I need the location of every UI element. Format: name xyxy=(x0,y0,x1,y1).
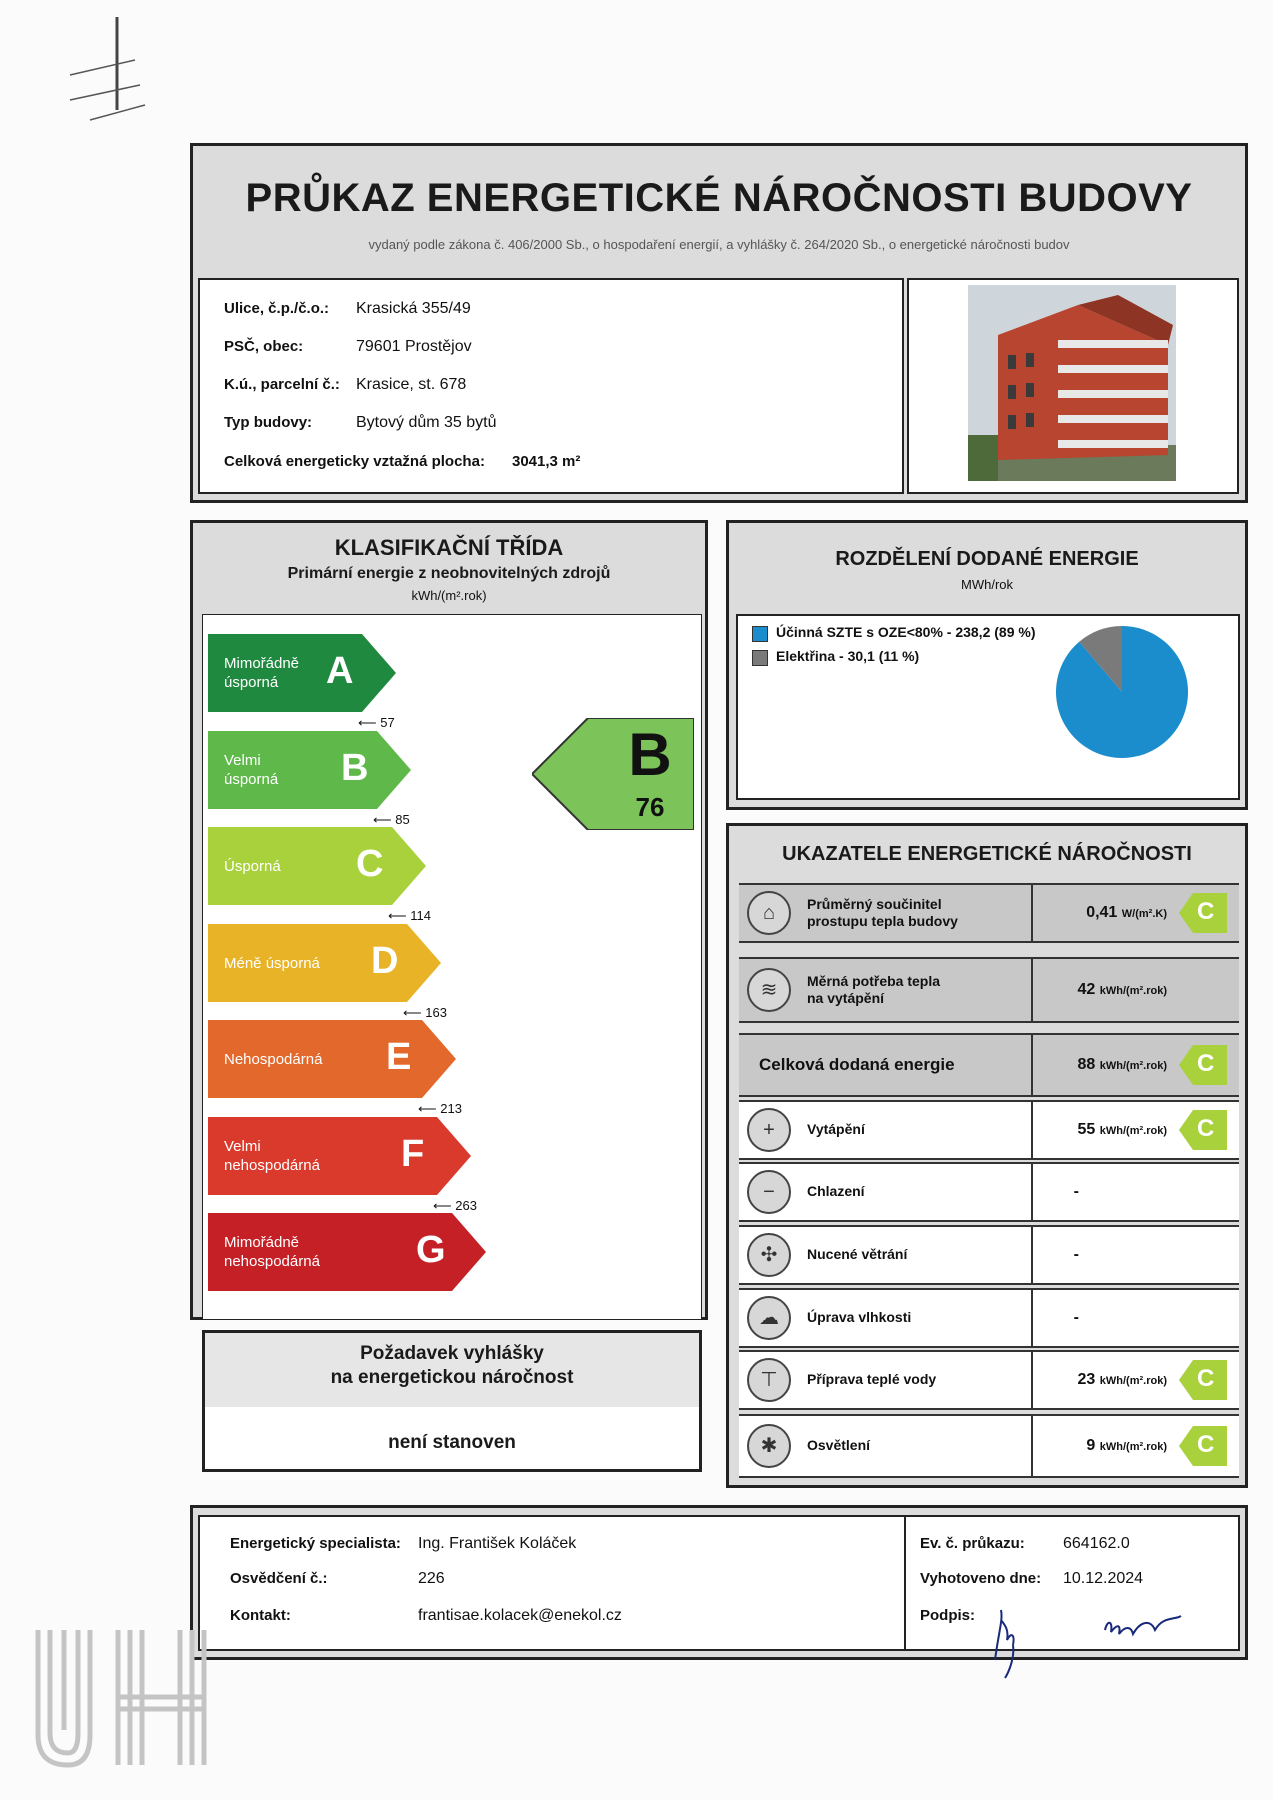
class-band-label-line1: Úsporná xyxy=(224,858,281,875)
indicator-unit: kWh/(m².rok) xyxy=(1099,1060,1167,1072)
class-band-f xyxy=(208,1117,472,1195)
indicator-name-line1: Průměrný součinitel xyxy=(807,896,942,912)
class-threshold xyxy=(418,1101,462,1117)
indicator-row xyxy=(739,883,1239,943)
requirement-value: není stanoven xyxy=(388,1432,516,1453)
indicator-name-line1: Měrná potřeba tepla xyxy=(807,973,941,989)
indicator-number: 0,41 xyxy=(1086,904,1118,921)
class-band-g xyxy=(208,1213,487,1291)
indicator-class-badge xyxy=(1179,1426,1227,1466)
class-band-label xyxy=(224,954,320,973)
threshold-arrow: ⟵ xyxy=(403,1004,426,1020)
street-label: Ulice, č.p./č.o.: xyxy=(224,300,330,317)
threshold-arrow: ⟵ xyxy=(433,1197,456,1213)
indicator-name-line1: Celková dodaná energie xyxy=(759,1055,955,1074)
class-band-label-line2: úsporná xyxy=(224,674,279,691)
indicator-name xyxy=(807,1371,936,1388)
threshold-value: 213 xyxy=(440,1101,462,1116)
indicator-name xyxy=(807,973,940,1007)
result-letter: B xyxy=(628,721,672,788)
class-band-letter: F xyxy=(401,1132,425,1175)
result-arrow xyxy=(532,718,694,830)
class-threshold xyxy=(403,1005,447,1021)
class-threshold xyxy=(373,812,410,828)
indicator-name xyxy=(807,1246,907,1263)
contact-value: frantisae.kolacek@enekol.cz xyxy=(418,1607,622,1624)
indicator-name-line2: na vytápění xyxy=(807,990,885,1006)
distribution-unit: MWh/rok xyxy=(961,577,1013,592)
threshold-value: 85 xyxy=(395,811,410,827)
indicator-class-letter: C xyxy=(1197,1050,1215,1077)
indicator-value xyxy=(1086,904,1167,922)
indicator-row xyxy=(739,1350,1239,1410)
indicator-name-line1: Chlazení xyxy=(807,1183,865,1199)
date-label: Vyhotoveno dne: xyxy=(920,1570,1042,1587)
class-band-letter: C xyxy=(356,843,384,885)
indicator-row xyxy=(739,1225,1239,1285)
threshold-value: 57 xyxy=(380,715,395,730)
heating-need-icon: ≋ xyxy=(747,968,791,1012)
class-band-label-line1: Velmi xyxy=(224,1137,261,1155)
fan-icon: ✣ xyxy=(747,1233,791,1277)
class-band-label-line1: Nehospodárná xyxy=(224,1051,323,1068)
indicator-class-badge xyxy=(1179,1360,1227,1400)
classification-title: KLASIFIKAČNÍ TŘÍDA xyxy=(334,535,564,560)
class-band-label-line1: Méně úsporná xyxy=(224,954,320,972)
indicator-number: 42 xyxy=(1077,981,1096,998)
ev-label: Ev. č. průkazu: xyxy=(920,1535,1025,1552)
threshold-arrow: ⟵ xyxy=(388,908,411,923)
indicator-name xyxy=(807,1437,870,1454)
indicator-row xyxy=(739,1162,1239,1222)
class-band-letter: B xyxy=(341,746,369,789)
indicator-divider xyxy=(1031,1416,1033,1476)
requirement-title-line1: Požadavek vyhlášky xyxy=(360,1343,544,1364)
indicator-number: 23 xyxy=(1077,1371,1096,1388)
indicator-divider xyxy=(1031,885,1033,941)
class-band-label xyxy=(224,654,299,692)
class-band-label xyxy=(224,1233,320,1271)
class-band-label xyxy=(224,751,278,789)
class-band-label-line1: Mimořádně xyxy=(224,1234,300,1251)
indicator-number: 55 xyxy=(1077,1121,1096,1138)
building-photo xyxy=(968,285,1176,481)
class-band-label-line2: nehospodárná xyxy=(224,1253,320,1270)
signature xyxy=(985,1590,1205,1680)
class-band-letter: D xyxy=(371,939,399,982)
indicator-name xyxy=(759,1056,955,1073)
indicator-unit: W/(m².K) xyxy=(1121,908,1167,920)
indicator-number: 88 xyxy=(1077,1056,1096,1073)
indicator-unit: kWh/(m².rok) xyxy=(1099,1441,1167,1453)
street-value: Krasická 355/49 xyxy=(356,300,471,317)
class-band-d xyxy=(208,924,442,1002)
faucet-icon: ⊤ xyxy=(747,1358,791,1402)
indicator-number: 9 xyxy=(1086,1437,1096,1454)
indicator-class-letter: C xyxy=(1197,1365,1215,1392)
threshold-arrow: ⟵ xyxy=(358,715,381,730)
indicator-unit: kWh/(m².rok) xyxy=(1099,1375,1167,1387)
threshold-arrow: ⟵ xyxy=(373,811,396,827)
lightbulb-icon: ✱ xyxy=(747,1424,791,1468)
binder-mark xyxy=(60,15,150,125)
class-band-letter: A xyxy=(326,650,354,692)
watermark-logo xyxy=(30,1625,220,1770)
indicator-divider xyxy=(1031,1290,1033,1346)
indicator-class-badge xyxy=(1179,1045,1227,1085)
classification-unit: kWh/(m².rok) xyxy=(411,588,487,603)
cert-label: Osvědčení č.: xyxy=(230,1570,328,1587)
area-value: 3041,3 m² xyxy=(512,453,581,470)
indicator-name xyxy=(807,1121,865,1138)
indicator-value xyxy=(1074,1309,1079,1327)
ku-value: Krasice, st. 678 xyxy=(356,376,467,393)
thermometer-minus-icon: − xyxy=(747,1170,791,1214)
class-band-e xyxy=(208,1020,457,1098)
specialist-label: Energetický specialista: xyxy=(230,1535,401,1552)
threshold-value: 163 xyxy=(425,1004,447,1020)
indicator-divider xyxy=(1031,1035,1033,1095)
legend-label-elektrina: Elektřina - 30,1 (11 %) xyxy=(776,648,920,664)
indicator-class-letter: C xyxy=(1197,1115,1215,1142)
specialist-value: Ing. František Koláček xyxy=(418,1535,577,1552)
class-threshold xyxy=(388,908,431,924)
indicator-name-line1: Příprava teplé vody xyxy=(807,1371,937,1387)
area-label: Celková energeticky vztažná plocha: xyxy=(224,453,485,470)
class-band-b xyxy=(208,731,412,809)
contact-label: Kontakt: xyxy=(230,1607,291,1624)
indicator-name xyxy=(807,896,958,930)
legend-label-szte: Účinná SZTE s OZE<80% - 238,2 (89 %) xyxy=(776,624,1036,640)
page-title: PRŮKAZ ENERGETICKÉ NÁROČNOSTI BUDOVY xyxy=(245,176,1193,220)
class-band-label-line2: úsporná xyxy=(224,770,279,788)
indicator-number: - xyxy=(1073,1309,1079,1326)
date-value: 10.12.2024 xyxy=(1063,1570,1144,1587)
indicator-row xyxy=(739,1288,1239,1348)
class-threshold xyxy=(433,1198,477,1214)
indicator-value xyxy=(1078,1056,1167,1074)
indicator-name-line1: Nucené větrání xyxy=(807,1246,908,1262)
requirement-title-line2: na energetickou náročnost xyxy=(330,1367,574,1388)
class-threshold xyxy=(358,715,395,731)
indicator-class-letter: C xyxy=(1197,898,1215,925)
thermometer-plus-icon: + xyxy=(747,1108,791,1152)
indicator-value xyxy=(1086,1437,1167,1455)
footer-divider xyxy=(904,1515,906,1651)
indicator-name-line1: Osvětlení xyxy=(807,1437,871,1453)
class-band-label-line1: Velmi xyxy=(224,751,261,769)
threshold-value: 263 xyxy=(455,1197,477,1213)
class-band-label xyxy=(224,1050,322,1069)
ku-label: K.ú., parcelní č.: xyxy=(224,376,340,393)
indicator-divider xyxy=(1031,1102,1033,1158)
indicator-number: - xyxy=(1073,1246,1079,1263)
threshold-arrow: ⟵ xyxy=(418,1101,441,1116)
class-band-a xyxy=(208,634,397,712)
humidity-icon: ☁ xyxy=(747,1296,791,1340)
indicator-name xyxy=(807,1309,911,1326)
indicator-class-letter: C xyxy=(1197,1431,1215,1458)
result-value: 76 xyxy=(635,792,665,822)
indicator-value xyxy=(1074,1183,1079,1201)
indicator-value xyxy=(1074,1246,1079,1264)
indicator-unit: kWh/(m².rok) xyxy=(1099,1125,1167,1137)
class-band-label xyxy=(224,857,281,876)
type-value: Bytový dům 35 bytů xyxy=(356,414,497,431)
indicator-unit: kWh/(m².rok) xyxy=(1099,985,1167,997)
distribution-title: ROZDĚLENÍ DODANÉ ENERGIE xyxy=(835,548,1139,570)
legend-swatch-szte xyxy=(752,626,768,642)
indicator-row xyxy=(739,1033,1239,1097)
indicator-row xyxy=(739,957,1239,1023)
indicator-class-badge xyxy=(1179,893,1227,933)
indicator-divider xyxy=(1031,959,1033,1021)
class-band-label-line1: Mimořádně xyxy=(224,655,300,672)
indicator-row xyxy=(739,1100,1239,1160)
indicator-name-line2: prostupu tepla budovy xyxy=(807,913,958,929)
class-band-label-line2: nehospodárná xyxy=(224,1156,320,1174)
class-band-letter: E xyxy=(386,1036,412,1078)
legend-swatch-elektrina xyxy=(752,650,768,666)
psc-value: 79601 Prostějov xyxy=(356,338,472,355)
ev-value: 664162.0 xyxy=(1063,1535,1130,1552)
indicators-title: UKAZATELE ENERGETICKÉ NÁROČNOSTI xyxy=(782,843,1192,865)
indicator-name xyxy=(807,1183,865,1200)
house-icon: ⌂ xyxy=(747,891,791,935)
indicator-divider xyxy=(1031,1227,1033,1283)
type-label: Typ budovy: xyxy=(224,414,313,431)
sign-label: Podpis: xyxy=(920,1607,975,1624)
indicator-class-badge xyxy=(1179,1110,1227,1150)
indicator-number: - xyxy=(1073,1183,1079,1200)
class-band-label xyxy=(224,1137,320,1175)
class-band-c xyxy=(208,827,427,905)
psc-label: PSČ, obec: xyxy=(224,338,304,355)
page-subtitle: vydaný podle zákona č. 406/2000 Sb., o hospodaření energií, a vyhlášky č. 264/2020 Sb., o energetické náročnosti budov xyxy=(368,237,1070,252)
indicator-value xyxy=(1078,1121,1167,1139)
cert-value: 226 xyxy=(418,1570,445,1587)
indicator-name-line1: Úprava vlhkosti xyxy=(807,1309,912,1325)
indicator-row xyxy=(739,1414,1239,1478)
indicator-divider xyxy=(1031,1164,1033,1220)
classification-subtitle: Primární energie z neobnovitelných zdrojů xyxy=(287,565,611,582)
indicator-divider xyxy=(1031,1352,1033,1408)
pie-chart xyxy=(1054,624,1190,760)
class-band-letter: G xyxy=(416,1229,446,1271)
indicator-value xyxy=(1078,1371,1167,1389)
indicator-value xyxy=(1078,981,1167,999)
threshold-value: 114 xyxy=(410,908,431,923)
indicator-name-line1: Vytápění xyxy=(807,1121,865,1137)
